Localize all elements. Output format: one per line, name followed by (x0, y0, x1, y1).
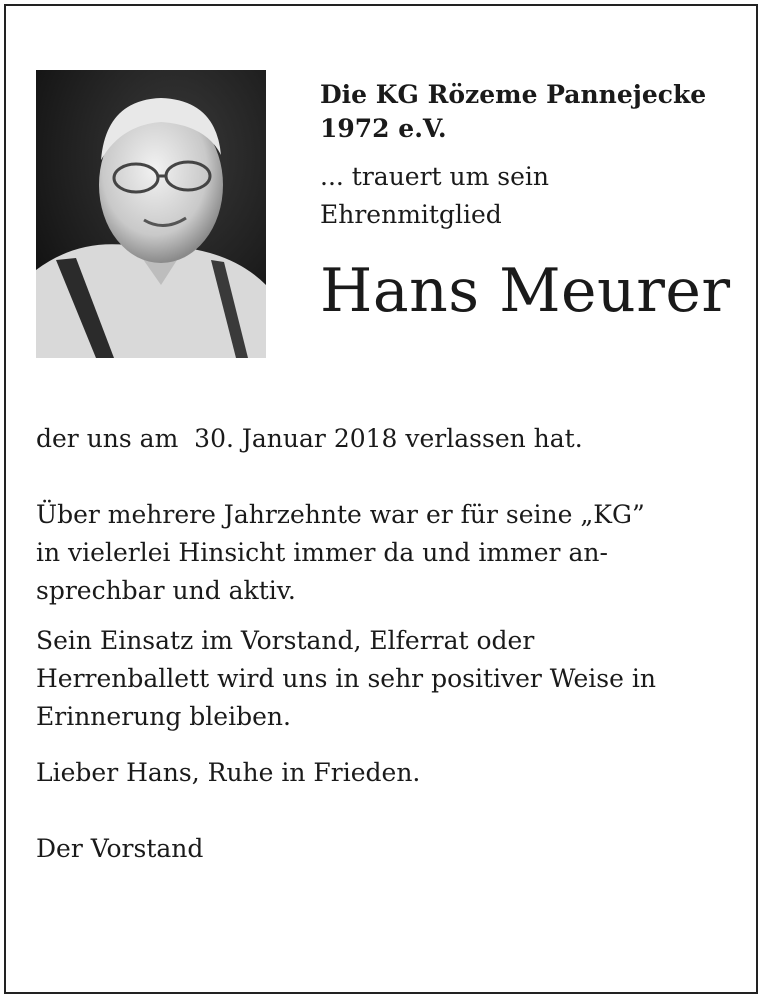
organization-name (320, 78, 740, 146)
commitment-line-1: Sein Einsatz im Vorstand, Elferrat oder (36, 626, 535, 655)
portrait-illustration (36, 70, 266, 358)
organization-line-2: 1972 e.V. (320, 114, 447, 143)
date-line: der uns am 30. Januar 2018 verlassen hat. (36, 424, 583, 453)
mourning-subtitle (320, 158, 740, 234)
paragraph-commitment (36, 622, 736, 736)
subtitle-line-2: Ehrenmitglied (320, 200, 502, 229)
commitment-line-3: Erinnerung bleiben. (36, 702, 291, 731)
tribute-line-2: in vielerlei Hinsicht immer da und immer an- (36, 538, 608, 567)
tribute-line-1: Über mehrere Jahrzehnte war er für seine „KG” (36, 500, 645, 529)
paragraph-tribute (36, 496, 736, 610)
tribute-line-3: sprechbar und aktiv. (36, 576, 296, 605)
obituary-body (36, 420, 736, 868)
subtitle-line-1: ... trauert um sein (320, 162, 550, 191)
obituary-header (320, 78, 740, 326)
signature: Der Vorstand (36, 834, 204, 863)
portrait-photo (36, 70, 266, 358)
organization-line-1: Die KG Rözeme Pannejecke (320, 80, 707, 109)
deceased-name: Hans Meurer (320, 256, 731, 326)
farewell-line: Lieber Hans, Ruhe in Frieden. (36, 758, 421, 787)
commitment-line-2: Herrenballett wird uns in sehr positiver Weise in (36, 664, 656, 693)
